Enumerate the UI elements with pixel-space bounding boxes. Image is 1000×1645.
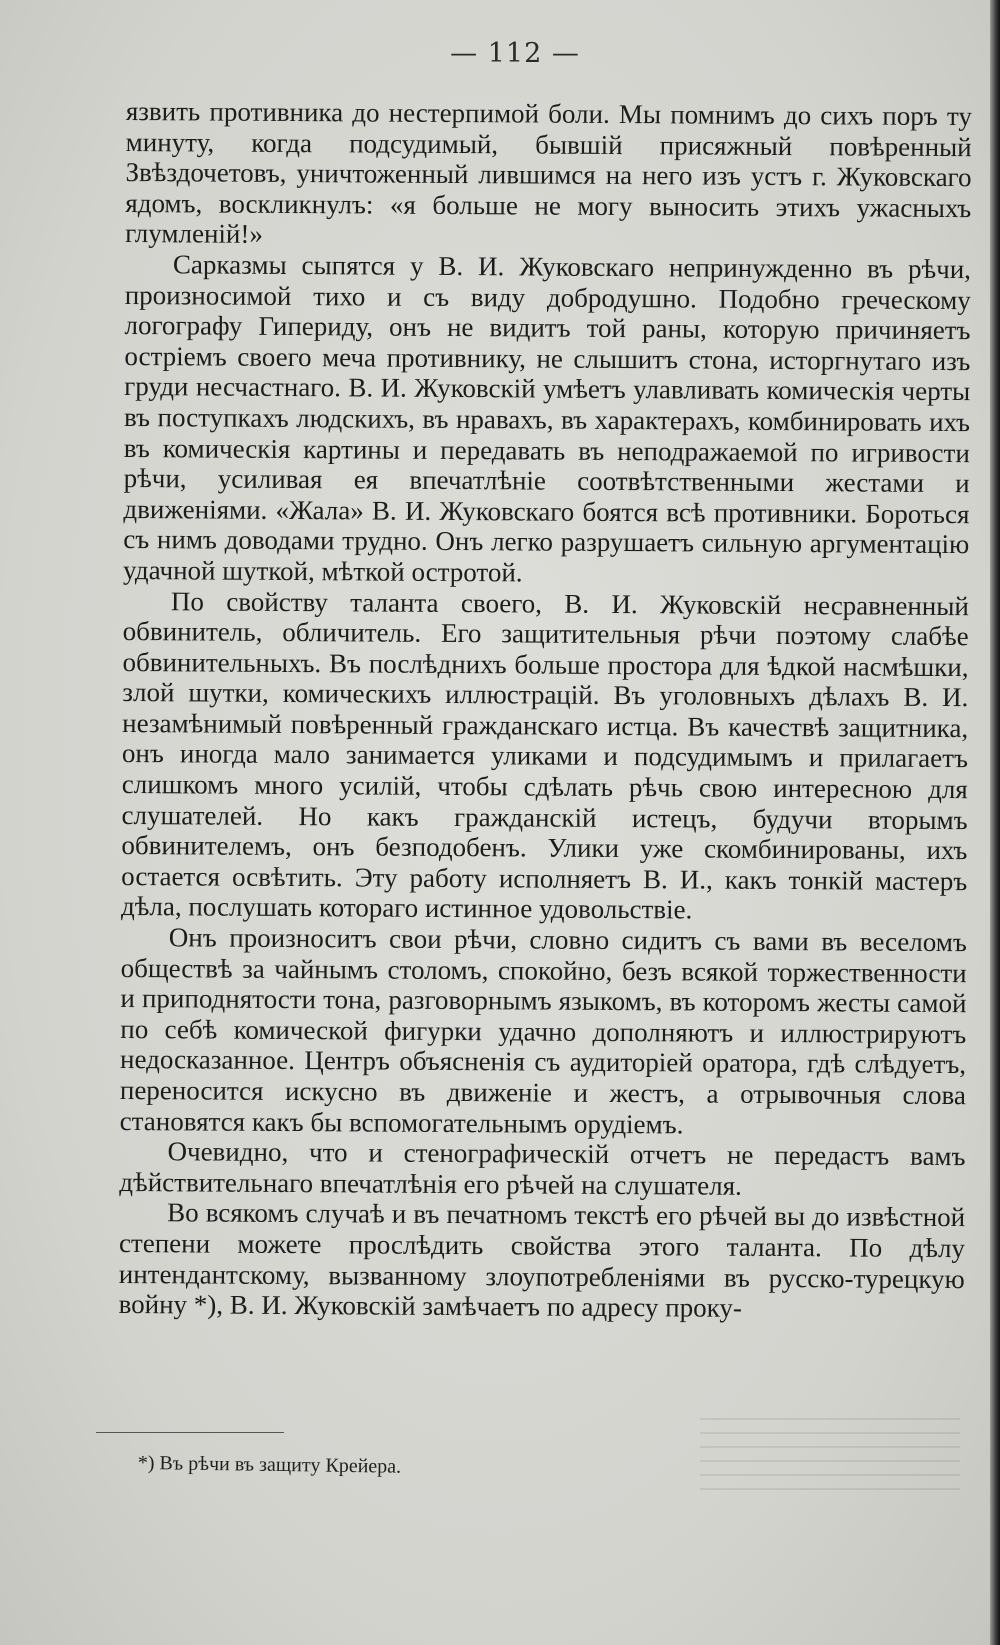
page-number: — 112 — [450, 38, 580, 69]
page-edge-shadow [990, 0, 1000, 1645]
paragraph: Сарказмы сыпятся у В. И. Жуковскаго непринужденно въ рѣчи, произносимой тихо и съ виду добродушно. Подобно греческому логографу Гипериду, онъ не видитъ той раны, которую причиняетъ остріемъ своего меча противнику, не слышитъ стона, исторгнутаго изъ груди несчастнаго. В. И. Жуковскiй умѣетъ улавливать комическiя черты въ поступкахъ людскихъ, въ нравахъ, въ характерахъ, комбинировать ихъ въ комическiя картины и передавать въ неподражаемой по игривости рѣчи, усиливая ея впечатлѣнiе соотвѣтственными жестами и движенiями. «Жала» В. И. Жуковскаго боятся всѣ противники. Бороться съ нимъ доводами трудно. Онъ легко разрушаетъ сильную аргументацiю удачной шуткой, мѣткой остротой. [123, 249, 972, 588]
footnote-divider [96, 1432, 284, 1433]
body-text [119, 96, 972, 1325]
paragraph: Онъ произноситъ свои рѣчи, словно сидитъ съ вами въ веселомъ обществѣ за чайнымъ столомъ, спокойно, безъ всякой торжественности и приподнятости тона, разговорнымъ языкомъ, въ которомъ жесты самой по себѣ комической фигурки удачно дополняютъ и иллюстрируютъ недосказанное. Центръ объясненiя съ аудиторiей оратора, гдѣ слѣдуетъ, переносится искусно въ движенiе и жестъ, а отрывочныя слова становятся какъ бы вспомогательнымъ орудiемъ. [119, 922, 967, 1140]
paragraph: Во всякомъ случаѣ и въ печатномъ текстѣ его рѣчей вы до извѣстной степени можете прослѣдить свойства этого таланта. По дѣлу интендантскому, вызванному злоупотребленiями въ русско-турецкую войну *), В. И. Жуковскiй замѣчаетъ по адресу проку- [118, 1197, 966, 1323]
show-through-text [700, 1418, 960, 1498]
paragraph: язвить противника до нестерпимой боли. Мы помнимъ до сихъ поръ ту минуту, когда подсудимый, бывшiй присяжный повѣренный Звѣздочетовъ, уничтоженный лившимся на него изъ устъ г. Жуковскаго ядомъ, воскликнулъ: «я больше не могу выносить этихъ ужасныхъ глумленiй!» [125, 96, 972, 250]
paragraph: Очевидно, что и стенографическiй отчетъ не передастъ вамъ дѣйствительнаго впечатлѣнiя его рѣчей на слушателя. [119, 1136, 966, 1201]
paragraph: По свойству таланта своего, В. И. Жуковскiй несравненный обвинитель, обличитель. Его защитительныя рѣчи поэтому слабѣе обвинительныхъ. Въ послѣднихъ больше простора для ѣдкой насмѣшки, злой шутки, комическихъ иллюстрацiй. Въ уголовныхъ дѣлахъ В. И. незамѣнимый повѣренный гражданскаго истца. Въ качествѣ защитника, онъ иногда мало занимается уликами и подсудимымъ и прилагаетъ слишкомъ много усилiй, чтобы сдѣлать рѣчь свою интересною для слушателей. Но какъ гражданскiй истецъ, будучи вторымъ обвинителемъ, онъ безподобенъ. Улики уже скомбинированы, ихъ остается освѣтить. Эту работу исполняетъ В. И., какъ тонкiй мастеръ дѣла, послушать котораго истинное удовольствiе. [120, 585, 969, 925]
footnote: *) Въ рѣчи въ защиту Крейера. [137, 1452, 402, 1478]
